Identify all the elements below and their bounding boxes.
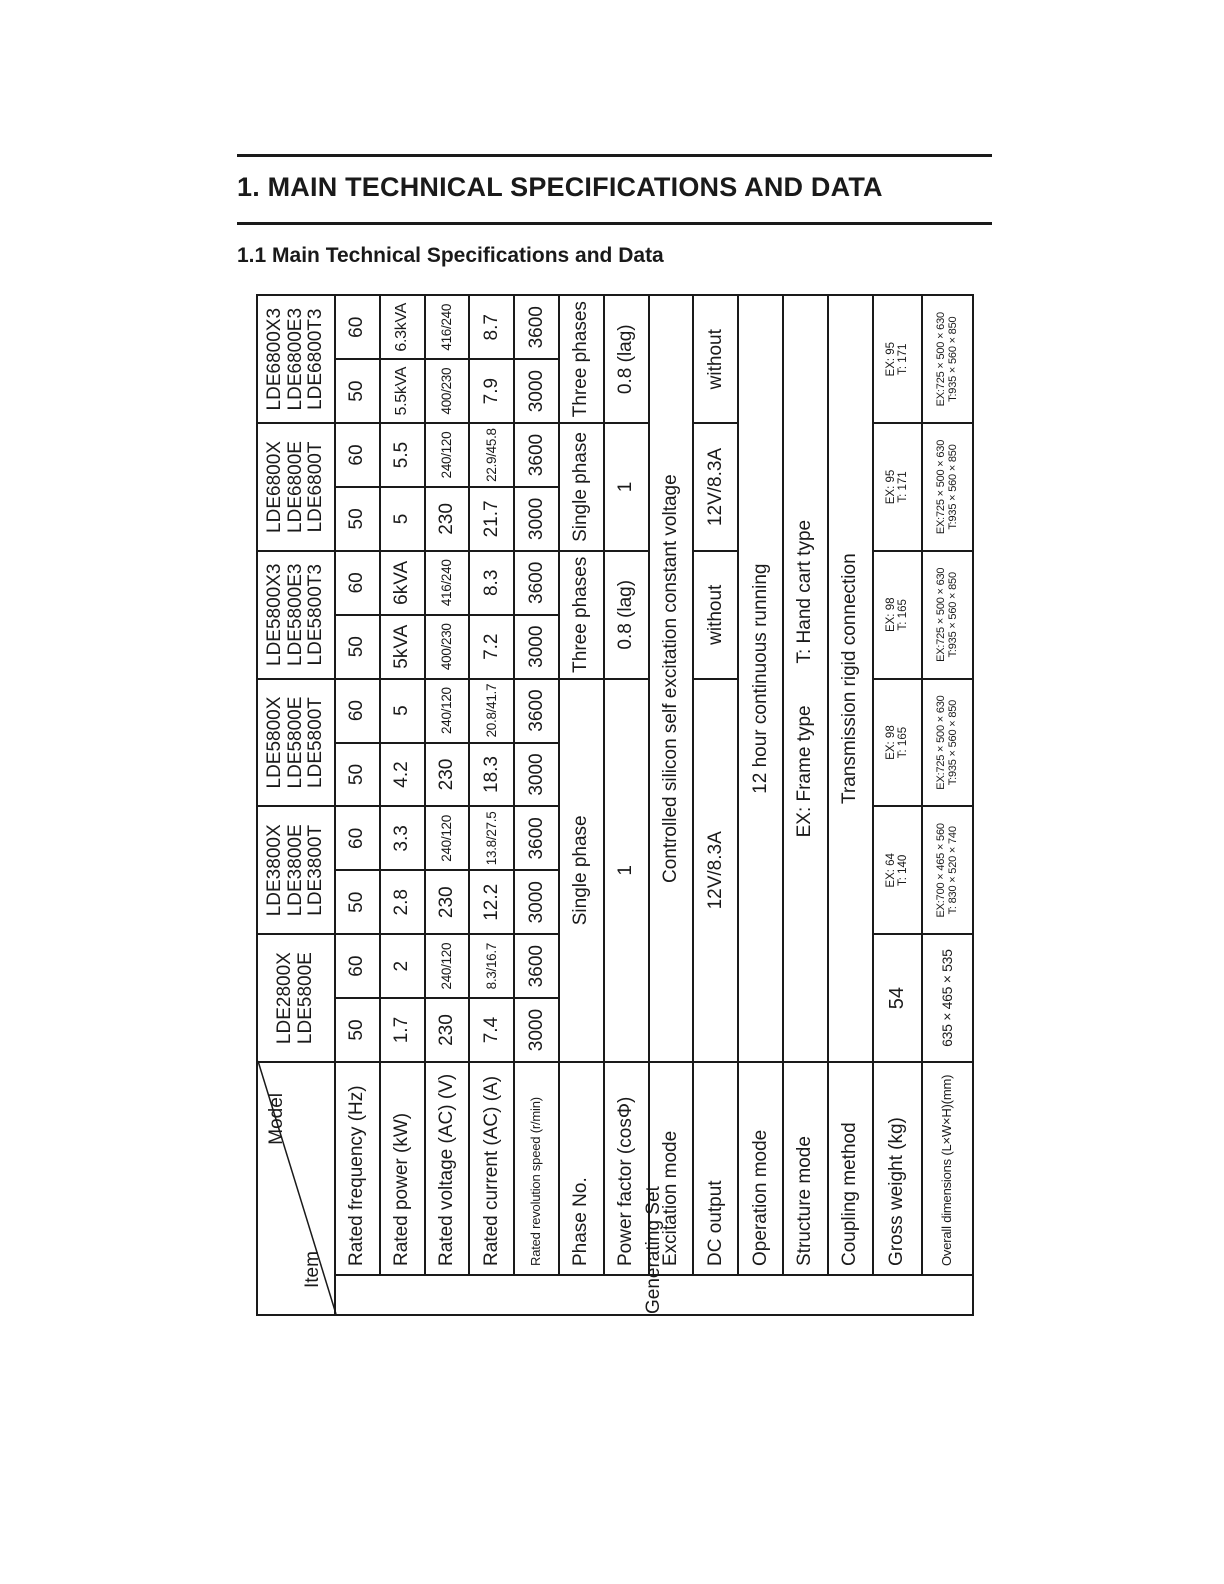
value-cell: 5 [380,487,425,551]
value-cell: 60 [335,679,380,743]
value-cell: 3000 [514,870,559,934]
value-cell: 230 [425,870,470,934]
item-label: Excitation mode [649,1062,694,1275]
value-cell: 3600 [514,806,559,870]
value-cell: EX: 95 T: 171 [873,295,922,423]
value-cell: Single phase [559,423,604,551]
value-cell: Transmission rigid connection [828,295,873,1062]
value-cell: 54 [873,934,922,1062]
value-cell: 12.2 [469,870,514,934]
value-cell: EX: 95 T: 171 [873,423,922,551]
value-cell: 5 [380,679,425,743]
value-cell: EX: Frame type T: Hand cart type [783,295,828,1062]
item-label: Structure mode [783,1062,828,1275]
value-cell: EX:725 × 500 × 630 T:935 × 560 × 850 [922,423,973,551]
header-item-label: Item [302,1251,324,1288]
value-cell: EX:725 × 500 × 630 T:935 × 560 × 850 [922,295,973,423]
value-cell: 3000 [514,743,559,807]
value-cell: 3600 [514,295,559,359]
value-cell: 3.3 [380,806,425,870]
page-heading: 1. MAIN TECHNICAL SPECIFICATIONS AND DATA [237,172,883,202]
model-header: LDE6800X3 LDE6800E3 LDE6800T3 [257,295,335,423]
value-cell: 60 [335,806,380,870]
value-cell: 12V/8.3A [693,679,738,1062]
value-cell: 3600 [514,551,559,615]
value-cell: 240/120 [425,679,470,743]
item-label: Phase No. [559,1062,604,1275]
value-cell: 8.7 [469,295,514,359]
value-cell: Three phases [559,551,604,679]
model-header: LDE2800X LDE5800E [257,934,335,1062]
value-cell: 13.8/27.5 [469,806,514,870]
header-model-label: Model [266,1093,287,1145]
value-cell: 416/240 [425,295,470,359]
model-header: LDE5800X LDE5800E LDE5800T [257,679,335,807]
value-cell: 3000 [514,359,559,423]
value-cell: EX:725 × 500 × 630 T:935 × 560 × 850 [922,551,973,679]
model-header: LDE3800X LDE3800E LDE3800T [257,806,335,934]
value-cell: 240/120 [425,806,470,870]
value-cell: 240/120 [425,423,470,487]
spec-table-container [256,296,974,1316]
value-cell: 50 [335,998,380,1062]
value-cell: 1 [604,679,649,1062]
value-cell: 22.9/45.8 [469,423,514,487]
value-cell: 50 [335,743,380,807]
heading-rule [237,222,992,225]
value-cell: EX: 98 T: 165 [873,679,922,807]
value-cell: 2.8 [380,870,425,934]
value-cell: 60 [335,934,380,998]
item-label: Operation mode [738,1062,783,1275]
value-cell: 4.2 [380,743,425,807]
model-header: LDE5800X3 LDE5800E3 LDE5800T3 [257,551,335,679]
item-label: DC output [693,1062,738,1275]
value-cell: 7.4 [469,998,514,1062]
value-cell: EX:700 × 465 × 560 T: 830 × 520 × 740 [922,806,973,934]
value-cell: 230 [425,487,470,551]
value-cell: 3600 [514,934,559,998]
value-cell: 18.3 [469,743,514,807]
value-cell: 21.7 [469,487,514,551]
value-cell: 5kVA [380,615,425,679]
value-cell: 0.8 (lag) [604,295,649,423]
value-cell: 5.5kVA [380,359,425,423]
value-cell: EX:725 × 500 × 630 T:935 × 560 × 850 [922,679,973,807]
value-cell: 230 [425,743,470,807]
value-cell: Single phase [559,679,604,1062]
item-label: Coupling method [828,1062,873,1275]
value-cell: 3600 [514,423,559,487]
value-cell: 0.8 (lag) [604,551,649,679]
item-label: Gross weight (kg) [873,1062,922,1275]
model-header: LDE6800X LDE6800E LDE6800T [257,423,335,551]
item-label: Overall dimensions (L×W×H)(mm) [922,1062,973,1275]
value-cell: 3000 [514,998,559,1062]
value-cell: 8.3 [469,551,514,615]
item-label: Rated power (kW) [380,1062,425,1275]
value-cell: 400/230 [425,359,470,423]
header-corner [257,1062,335,1315]
item-label: Rated revolution speed (r/min) [514,1062,559,1275]
value-cell: Controlled silicon self excitation constant voltage [649,295,694,1062]
value-cell: 230 [425,998,470,1062]
value-cell: 50 [335,870,380,934]
item-label: Rated current (AC) (A) [469,1062,514,1275]
value-cell: 7.2 [469,615,514,679]
value-cell: without [693,295,738,423]
value-cell: 6.3kVA [380,295,425,359]
value-cell: 1.7 [380,998,425,1062]
value-cell: 400/230 [425,615,470,679]
value-cell: 60 [335,423,380,487]
value-cell: 50 [335,487,380,551]
value-cell: Three phases [559,295,604,423]
item-label: Rated frequency (Hz) [335,1062,380,1275]
value-cell: EX: 64 T: 140 [873,806,922,934]
value-cell: 12V/8.3A [693,423,738,551]
value-cell: 60 [335,551,380,615]
value-cell: 12 hour continuous running [738,295,783,1062]
value-cell: 3600 [514,679,559,743]
value-cell: without [693,551,738,679]
value-cell: 7.9 [469,359,514,423]
section-heading: 1.1 Main Technical Specifications and Data [237,244,664,267]
value-cell: 416/240 [425,551,470,615]
top-rule [237,154,992,157]
value-cell: 60 [335,295,380,359]
value-cell: 6kVA [380,551,425,615]
value-cell: 8.3/16.7 [469,934,514,998]
value-cell: 5.5 [380,423,425,487]
value-cell: 20.8/41.7 [469,679,514,743]
value-cell: 2 [380,934,425,998]
spec-table [256,294,974,1316]
item-label: Rated voltage (AC) (V) [425,1062,470,1275]
value-cell: 50 [335,359,380,423]
value-cell: 50 [335,615,380,679]
value-cell: 3000 [514,615,559,679]
value-cell: 3000 [514,487,559,551]
value-cell: EX: 98 T: 165 [873,551,922,679]
value-cell: 635 × 465 × 535 [922,934,973,1062]
value-cell: 1 [604,423,649,551]
value-cell: 240/120 [425,934,470,998]
group-label: Generating Set [643,1186,665,1314]
item-label: Power factor (cosΦ) [604,1062,649,1275]
